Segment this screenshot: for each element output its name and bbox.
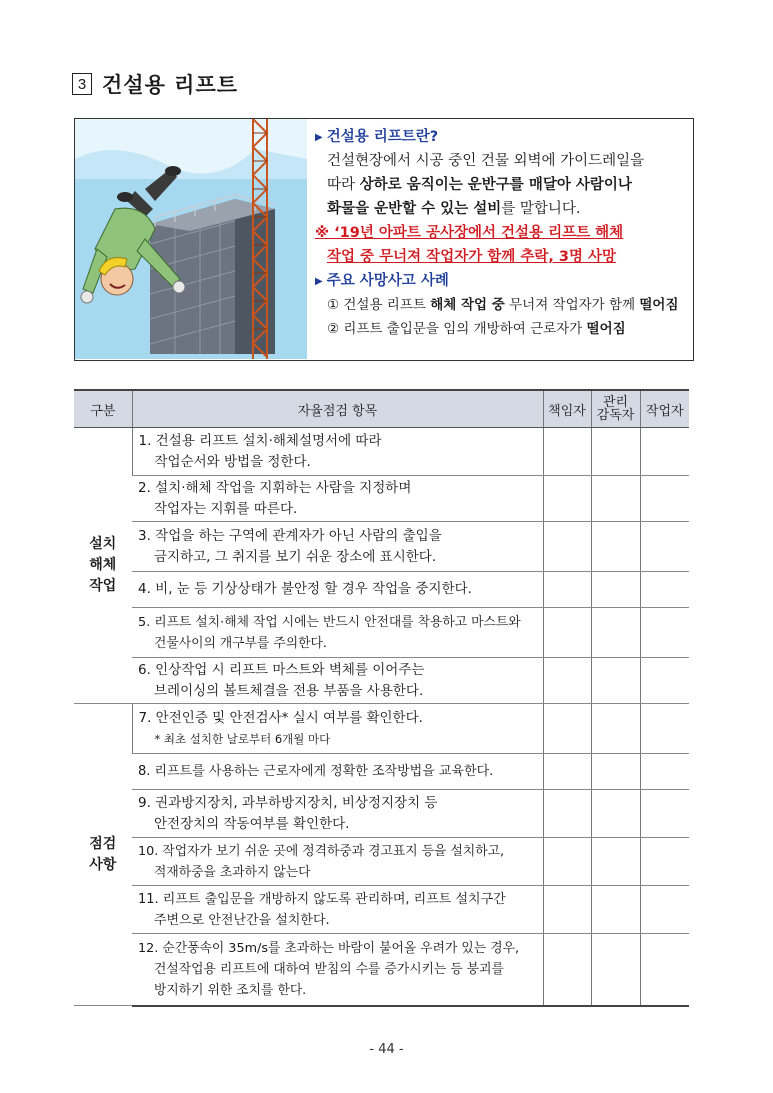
section-heading	[72, 70, 238, 98]
responsible-checkbox[interactable]	[543, 704, 591, 754]
worker-checkbox[interactable]	[640, 886, 689, 934]
check-item: 8. 리프트를 사용하는 근로자에게 정확한 조작방법을 교육한다.	[132, 754, 543, 790]
responsible-checkbox[interactable]	[543, 428, 591, 476]
supervisor-checkbox[interactable]	[591, 754, 640, 790]
worker-checkbox[interactable]	[640, 428, 689, 476]
cases-heading-line	[315, 269, 689, 293]
supervisor-checkbox[interactable]	[591, 886, 640, 934]
header-responsible: 책임자	[543, 390, 591, 428]
definition-heading-line	[315, 125, 689, 149]
case-item: ① 건설용 리프트 해체 작업 중 무너져 작업자가 함께 떨어짐	[327, 297, 679, 313]
responsible-checkbox[interactable]	[543, 476, 591, 522]
worker-checkbox[interactable]	[640, 608, 689, 658]
header-worker: 작업자	[640, 390, 689, 428]
supervisor-checkbox[interactable]	[591, 790, 640, 838]
info-text	[315, 125, 689, 341]
triangle-bullet-icon: ▶	[315, 132, 323, 143]
definition-heading: 건설용 리프트란?	[326, 129, 439, 145]
check-item: 6. 인상작업 시 리프트 마스트와 벽체를 이어주는 브레이싱의 볼트체결을 전용 부품을 사용한다.	[132, 658, 543, 704]
category-install-dismantle: 설치 해체 작업	[74, 428, 132, 704]
worker-checkbox[interactable]	[640, 790, 689, 838]
worker-checkbox[interactable]	[640, 704, 689, 754]
table-row	[74, 522, 689, 572]
table-row	[74, 790, 689, 838]
category-inspection: 점검 사항	[74, 704, 132, 1006]
responsible-checkbox[interactable]	[543, 790, 591, 838]
section-number: 3	[72, 73, 92, 95]
section-title: 건설용 리프트	[102, 73, 239, 97]
responsible-checkbox[interactable]	[543, 754, 591, 790]
table-row	[74, 608, 689, 658]
check-item: 2. 설치·해체 작업을 지휘하는 사람을 지정하며 작업자는 지휘를 따른다.	[132, 476, 543, 522]
responsible-checkbox[interactable]	[543, 608, 591, 658]
self-check-table	[74, 389, 689, 1007]
case-item: ② 리프트 출입문을 임의 개방하여 근로자가 떨어짐	[327, 321, 626, 337]
table-row	[74, 476, 689, 522]
check-item: 10. 작업자가 보기 쉬운 곳에 정격하중과 경고표지 등을 설치하고, 적재하중을 초과하지 않는다	[132, 838, 543, 886]
worker-checkbox[interactable]	[640, 754, 689, 790]
responsible-checkbox[interactable]	[543, 838, 591, 886]
header-items: 자율점검 항목	[132, 390, 543, 428]
supervisor-checkbox[interactable]	[591, 572, 640, 608]
worker-checkbox[interactable]	[640, 838, 689, 886]
table-row	[74, 704, 689, 754]
responsible-checkbox[interactable]	[543, 572, 591, 608]
supervisor-checkbox[interactable]	[591, 934, 640, 1006]
table-row	[74, 934, 689, 1006]
worker-checkbox[interactable]	[640, 476, 689, 522]
table-header-row	[74, 390, 689, 428]
supervisor-checkbox[interactable]	[591, 704, 640, 754]
responsible-checkbox[interactable]	[543, 522, 591, 572]
table-row	[74, 838, 689, 886]
check-item: 11. 리프트 출입문을 개방하지 않도록 관리하며, 리프트 설치구간 주변으로 안전난간을 설치한다.	[132, 886, 543, 934]
check-item: 1. 건설용 리프트 설치·해체설명서에 따라 작업순서와 방법을 정한다.	[132, 428, 543, 476]
worker-checkbox[interactable]	[640, 934, 689, 1006]
check-item: 7. 안전인증 및 안전검사* 실시 여부를 확인한다. * 최초 설치한 날로부터 6개월 마다	[132, 704, 543, 754]
supervisor-checkbox[interactable]	[591, 476, 640, 522]
worker-checkbox[interactable]	[640, 522, 689, 572]
header-supervisor: 관리 감독자	[591, 390, 640, 428]
table-row	[74, 886, 689, 934]
worker-checkbox[interactable]	[640, 658, 689, 704]
supervisor-checkbox[interactable]	[591, 608, 640, 658]
check-item: 5. 리프트 설치·해체 작업 시에는 반드시 안전대를 착용하고 마스트와 건물사이의 개구부를 주의한다.	[132, 608, 543, 658]
cases-heading: 주요 사망사고 사례	[326, 273, 449, 289]
page-number: - 44 -	[369, 1042, 404, 1057]
check-item: 12. 순간풍속이 35m/s를 초과하는 바람이 불어올 우려가 있는 경우, 건설작업용 리프트에 대하여 받침의 수를 증가시키는 등 붕괴를 방지하기 위한 조치를 한다.	[132, 934, 543, 1006]
check-item: 4. 비, 눈 등 기상상태가 불안정 할 경우 작업을 중지한다.	[132, 572, 543, 608]
check-item: 9. 권과방지장치, 과부하방지장치, 비상정지장치 등 안전장치의 작동여부를 확인한다.	[132, 790, 543, 838]
check-item: 3. 작업을 하는 구역에 관계자가 아닌 사람의 출입을 금지하고, 그 취지를 보기 쉬운 장소에 표시한다.	[132, 522, 543, 572]
header-category: 구분	[74, 390, 132, 428]
supervisor-checkbox[interactable]	[591, 838, 640, 886]
supervisor-checkbox[interactable]	[591, 522, 640, 572]
table-row	[74, 428, 689, 476]
supervisor-checkbox[interactable]	[591, 658, 640, 704]
responsible-checkbox[interactable]	[543, 658, 591, 704]
responsible-checkbox[interactable]	[543, 934, 591, 1006]
definition-line: 건설현장에서 시공 중인 건물 외벽에 가이드레일을	[327, 153, 645, 169]
responsible-checkbox[interactable]	[543, 886, 591, 934]
table-row	[74, 572, 689, 608]
definition-line: 화물을 운반할 수 있는 설비를 말합니다.	[327, 201, 581, 217]
worker-checkbox[interactable]	[640, 572, 689, 608]
triangle-bullet-icon: ▶	[315, 276, 323, 287]
definition-line: 따라 상하로 움직이는 운반구를 매달아 사람이나	[327, 177, 632, 193]
table-row	[74, 754, 689, 790]
info-box	[74, 118, 694, 361]
table-row	[74, 658, 689, 704]
alert-line: 작업 중 무너져 작업자가 함께 추락, 3명 사망	[327, 249, 617, 265]
falling-worker-illustration	[75, 119, 307, 359]
supervisor-checkbox[interactable]	[591, 428, 640, 476]
alert-line: ※ ‘19년 아파트 공사장에서 건설용 리프트 해체	[315, 225, 624, 241]
